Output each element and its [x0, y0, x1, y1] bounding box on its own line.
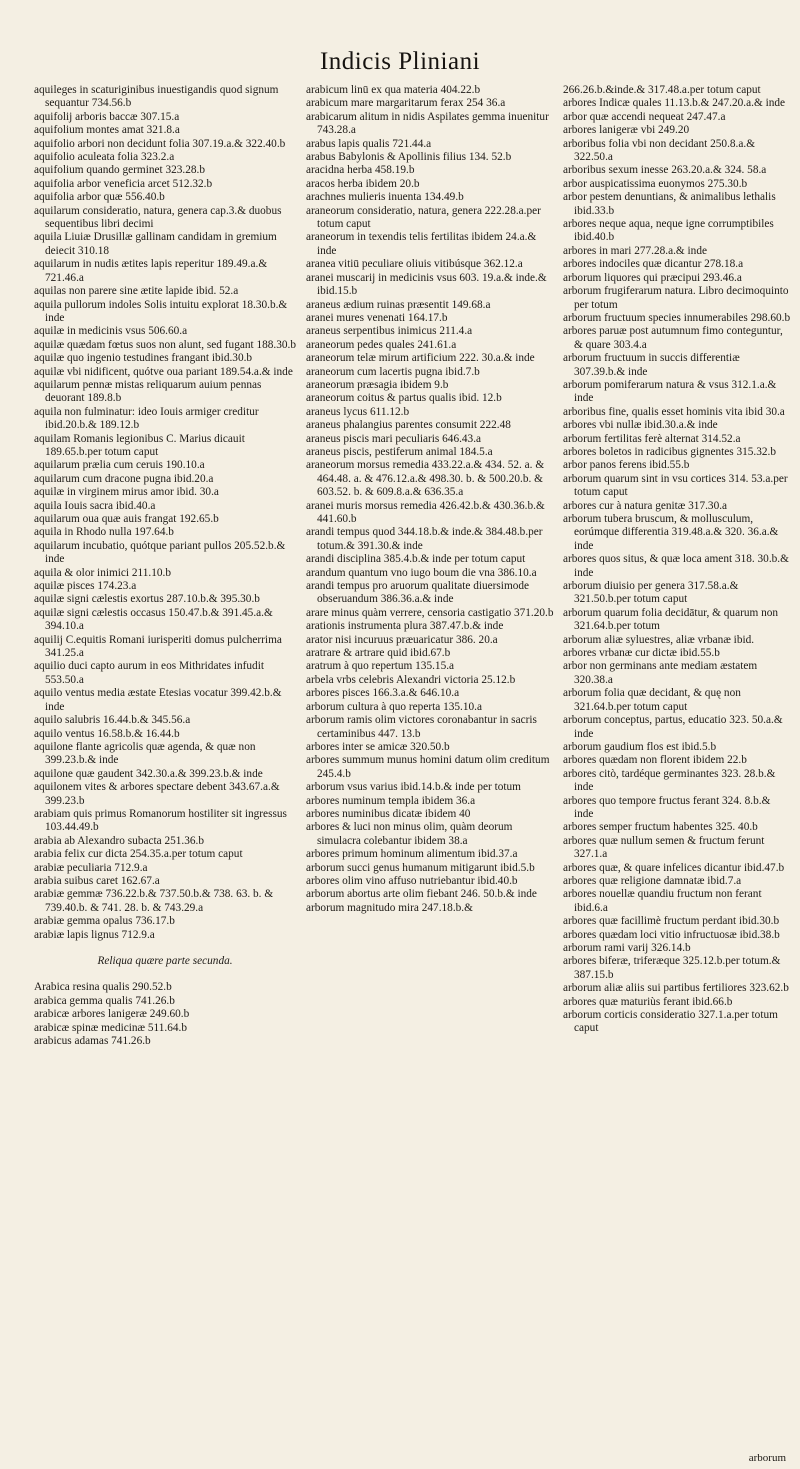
- index-entry: aquifolio aculeata folia 323.2.a: [34, 151, 175, 164]
- index-entry: aquilas non parere sine ætite lapide ibid. 52.a: [34, 285, 239, 298]
- index-entry: arborum fructuum species innumerabiles 298.60.b: [563, 311, 791, 324]
- index-entry: arborum pomiferarum natura & vsus 312.1.a.& inde: [563, 378, 777, 405]
- index-entry: arbores vbi nullæ ibid.30.a.& inde: [563, 419, 718, 432]
- index-entry: araneorum cum lacertis pugna ibid.7.b: [306, 365, 480, 378]
- index-entry: arabus Babylonis & Apollinis filius 134. 52.b: [306, 151, 512, 164]
- index-entry: aquila non fulminatur: ideo Iouis armiger creditur ibid.20.b.& 189.12.b: [34, 405, 259, 432]
- index-entry: arbores paruæ post autumnum fimo conteguntur, & quare 303.4.a: [563, 325, 783, 351]
- index-entry: arabicus adamas 741.26.b: [34, 1035, 151, 1048]
- index-entry: aquifolij arboris baccæ 307.15.a: [34, 110, 180, 123]
- index-entry: arbores olim vino affuso nutriebantur ibid.40.b: [306, 874, 518, 887]
- index-entry: arbores inter se amicæ 320.50.b: [306, 740, 450, 753]
- index-entry: araneorum præsagia ibidem 9.b: [306, 378, 449, 391]
- index-entry: arbores quæ religione damnatæ ibid.7.a: [563, 874, 742, 887]
- cross-reference-note: Reliqua quære parte secunda.: [97, 955, 233, 967]
- index-entry: arbores primum hominum alimentum ibid.37.a: [306, 848, 518, 861]
- index-entry: aquilo ventus 16.58.b.& 16.44.b: [34, 727, 180, 740]
- index-entry: aquilonem vites & arbores spectare debent 343.67.a.& 399.23.b: [34, 781, 280, 807]
- index-entry: arabus lapis qualis 721.44.a: [306, 137, 432, 150]
- index-entry: arandum quantum vno iugo boum die vna 386.10.a: [306, 566, 537, 579]
- index-column-2: [306, 84, 556, 915]
- index-entry: arabia ab Alexandro subacta 251.36.b: [34, 834, 205, 847]
- index-entry: 266.26.b.&inde.& 317.48.a.per totum caput: [563, 84, 761, 96]
- index-entry: arationis instrumenta plura 387.47.b.& inde: [306, 620, 504, 633]
- index-entry: araneorum telæ mirum artificium 222. 30.a.& inde: [306, 352, 535, 365]
- index-entry: arborum aliæ syluestres, aliæ vrbanæ ibid.: [563, 633, 755, 646]
- index-entry: aquila Liuiæ Drusillæ gallinam candidam in gremium deiecit 310.18: [34, 231, 277, 257]
- running-header: Indicis Pliniani: [319, 48, 481, 75]
- index-entry: araneorum in texendis telis fertilitas ibidem 24.a.& inde: [306, 231, 537, 257]
- index-entry: aquilæ quo ingenio testudines frangant ibid.30.b: [34, 352, 253, 365]
- index-entry: arabicæ arbores lanigeræ 249.60.b: [34, 1008, 190, 1021]
- index-entry: aquilæ in medicinis vsus 506.60.a: [34, 325, 188, 338]
- index-entry: arabica gemma qualis 741.26.b: [34, 994, 175, 1007]
- index-entry: arabiæ gemma opalus 736.17.b: [34, 915, 175, 928]
- index-entry: aquilo ventus media æstate Etesias vocatur 399.42.b.& inde: [34, 687, 282, 713]
- index-entry: araneus serpentibus inimicus 211.4.a: [306, 325, 473, 338]
- index-entry: arare minus quàm verrere, censoria castigatio 371.20.b: [306, 606, 554, 619]
- index-entry: arbores nouellæ quandiu fructum non ferant ibid.6.a: [563, 888, 762, 914]
- index-entry: aquilarum cum dracone pugna ibid.20.a: [34, 472, 214, 485]
- index-entry: arborum abortus arte olim fiebant 246. 50.b.& inde: [306, 888, 537, 901]
- index-entry: arandi disciplina 385.4.b.& inde per totum caput: [306, 553, 526, 566]
- index-entry: arbor auspicatissima euonymos 275.30.b: [563, 177, 748, 190]
- index-entry: arbores citò, tardéque germinantes 323. 28.b.& inde: [563, 767, 776, 794]
- index-entry: arbores numinibus dicatæ ibidem 40: [306, 807, 471, 820]
- index-entry: aquilarum incubatio, quótque pariant pullos 205.52.b.& inde: [34, 539, 286, 566]
- index-entry: arborum fertilitas ferè alternat 314.52.a: [563, 432, 741, 445]
- index-entry: arborum cultura à quo reperta 135.10.a: [306, 700, 482, 713]
- index-entry: aquila & olor inimici 211.10.b: [34, 566, 172, 579]
- index-entry: arabicum linū ex qua materia 404.22.b: [306, 84, 481, 96]
- index-entry: arabicum mare margaritarum ferax 254 36.a: [306, 97, 506, 110]
- index-entry: arboribus fine, qualis esset hominis vita ibid 30.a: [563, 405, 785, 418]
- index-entry: arborum corticis consideratio 327.1.a.per totum caput: [563, 1009, 778, 1035]
- index-entry: aranei mures venenati 164.17.b: [306, 311, 448, 324]
- index-entry: arborum gaudium flos est ibid.5.b: [563, 740, 717, 753]
- index-entry: araneorum consideratio, natura, genera 222.28.a.per totum caput: [306, 204, 541, 231]
- index-entry: aquilio duci capto aurum in eos Mithridates infudit 553.50.a: [34, 660, 264, 686]
- index-entry: aquilo salubris 16.44.b.& 345.56.a: [34, 714, 191, 727]
- index-entry: arbor panos ferens ibid.55.b: [563, 459, 690, 472]
- index-entry: arabicarum alitum in nidis Aspilates gemma inuenitur 743.28.a: [306, 110, 549, 137]
- index-column-3: [563, 84, 791, 1036]
- index-entry: arbores lanigeræ vbi 249.20: [563, 124, 690, 137]
- index-entry: aquilone quæ gaudent 342.30.a.& 399.23.b.& inde: [34, 767, 263, 780]
- index-entry: arbor pestem denuntians, & animalibus lethalis ibid.33.b: [563, 191, 776, 217]
- index-entry: arbores pisces 166.3.a.& 646.10.a: [306, 687, 460, 700]
- index-entry: Arabica resina qualis 290.52.b: [34, 981, 172, 994]
- index-entry: arboribus sexum inesse 263.20.a.& 324. 58.a: [563, 164, 767, 177]
- index-entry: aratrum à quo repertum 135.15.a: [306, 660, 455, 673]
- index-entry: aquila pullorum indoles Solis intuitu explorat 18.30.b.& inde: [34, 298, 288, 324]
- index-entry: arborum rami varij 326.14.b: [563, 942, 691, 954]
- index-entry: arborum ramis olim victores coronabantur in sacris certaminibus 447. 13.b: [306, 714, 537, 740]
- index-entry: arabiæ lapis lignus 712.9.a: [34, 928, 155, 941]
- index-entry: araneorum pedes quales 241.61.a: [306, 338, 457, 351]
- index-entry: aquilæ signi cælestis occasus 150.47.b.& 391.45.a.& 394.10.a: [34, 606, 273, 633]
- index-entry: aquilone flante agricolis quæ agenda, & quæ non 399.23.b.& inde: [34, 740, 256, 767]
- index-entry: arbores quædam loci vitio infructuosæ ibid.38.b: [563, 928, 780, 941]
- index-entry: arbores boletos in radicibus gignentes 315.32.b: [563, 445, 777, 458]
- index-entry: arborum conceptus, partus, educatio 323. 50.a.& inde: [563, 714, 783, 740]
- index-entry: araneus lycus 611.12.b: [306, 405, 410, 418]
- index-column-1: [34, 84, 296, 1048]
- index-entry: aquilarum oua quæ auis frangat 192.65.b: [34, 513, 219, 525]
- index-entry: araneus phalangius parentes consumit 222.48: [306, 419, 511, 432]
- index-entry: arbores quæ maturiùs ferant ibid.66.b: [563, 995, 733, 1008]
- index-entry: arborum fructuum in succis differentiæ 307.39.b.& inde: [563, 352, 740, 378]
- index-entry: arborum frugiferarum natura. Libro decimoquinto per totum: [563, 285, 789, 311]
- index-entry: aquileges in scaturiginibus inuestigandis quod signum sequantur 734.56.b: [34, 84, 279, 110]
- index-entry: araneorum coitus & partus qualis ibid. 12.b: [306, 392, 502, 405]
- index-entry: arator nisi incuruus præuaricatur 386. 20.a: [306, 633, 498, 646]
- index-entry: arbores quæ, & quare infelices dicantur ibid.47.b: [563, 861, 785, 874]
- index-entry: arabiæ gemmæ 736.22.b.& 737.50.b.& 738. 63. b. & 739.40.b. & 741. 28. b. & 743.29.a: [34, 888, 274, 914]
- index-entry: arborum aliæ aliis sui partibus fertiliores 323.62.b: [563, 982, 789, 995]
- index-entry: aquilam Romanis legionibus C. Marius dicauit 189.65.b.per totum caput: [34, 432, 245, 458]
- index-entry: arabiæ peculiaria 712.9.a: [34, 861, 148, 874]
- index-entry: arboribus folia vbi non decidant 250.8.a.& 322.50.a: [563, 137, 756, 164]
- index-entry: arbor quæ accendi nequeat 247.47.a: [563, 110, 726, 123]
- index-entry: arabiam quis primus Romanorum hostiliter sit ingressus 103.44.49.b: [34, 807, 287, 834]
- index-entry: araneus ædium ruinas præsentit 149.68.a: [306, 298, 491, 311]
- index-entry: arborum quarum folia decidātur, & quarum non 321.64.b.per totum: [563, 606, 779, 633]
- index-entry: aranea vitiū peculiare oliuis vitibúsque 362.12.a: [306, 258, 523, 271]
- index-entry: arbores semper fructum habentes 325. 40.b: [563, 821, 758, 834]
- index-entry: aranei muscarij in medicinis vsus 603. 19.a.& inde.& ibid.15.b: [306, 271, 547, 298]
- index-entry: arbores indociles quæ dicantur 278.18.a: [563, 258, 744, 271]
- index-entry: aracos herba ibidem 20.b: [306, 177, 420, 190]
- index-entry: aquifolia arbor quæ 556.40.b: [34, 191, 165, 204]
- index-entry: arborum quarum sint in vsu cortices 314. 53.a.per totum caput: [563, 472, 788, 499]
- index-entry: aquilæ vbi nidificent, quótve oua pariant 189.54.a.& inde: [34, 365, 293, 378]
- index-entry: aracidna herba 458.19.b: [306, 164, 415, 177]
- index-entry: arborum succi genus humanum mitigarunt ibid.5.b: [306, 861, 535, 874]
- index-entry: aquifolio arbori non decidunt folia 307.19.a.& 322.40.b: [34, 137, 286, 150]
- index-entry: arbores & luci non minus olim, quàm deorum simulacra colebantur ibidem 38.a: [306, 821, 513, 847]
- index-entry: arborum diuisio per genera 317.58.a.& 321.50.b.per totum caput: [563, 580, 739, 606]
- index-entry: aquila Iouis sacra ibid.40.a: [34, 499, 156, 512]
- index-entry: arandi tempus quod 344.18.b.& inde.& 384.48.b.per totum.& 391.30.& inde: [306, 526, 543, 552]
- index-entry: arbores biferæ, triferæque 325.12.b.per totum.& 387.15.b: [563, 955, 781, 981]
- index-entry: aquifolium quando germinet 323.28.b: [34, 164, 205, 177]
- index-entry: arandi tempus pro aruorum qualitate diuersimode obseruandum 386.36.a.& inde: [306, 580, 530, 606]
- index-entry: araneus piscis, pestiferum animal 184.5.a: [306, 445, 493, 458]
- index-entry: aquilarum pennæ mistas reliquarum auium pennas deuorant 189.8.b: [34, 378, 262, 405]
- index-entry: arbores quædam non florent ibidem 22.b: [563, 754, 747, 767]
- index-entry: araneorum morsus remedia 433.22.a.& 434. 52. a. & 464.48. a. & 476.12.a.& 498.30. b. & 500.20.b. & 603.52. b. & 609.8.a.& 636.35.a: [306, 459, 545, 499]
- index-entry: arbores quo tempore fructus ferant 324. 8.b.& inde: [563, 794, 771, 820]
- index-entry: arbores cur à natura genitæ 317.30.a: [563, 499, 728, 512]
- index-entry: araneus piscis mari peculiaris 646.43.a: [306, 432, 482, 445]
- index-entry: arbores numinum templa ibidem 36.a: [306, 794, 476, 807]
- index-entry: arborum tubera bruscum, & mollusculum, eorúmque differentia 319.48.a.& 320. 36.a.& inde: [563, 513, 779, 552]
- index-entry: arbores quos situs, & quæ loca ament 318. 30.b.& inde: [563, 553, 789, 579]
- index-entry: arbores quæ facillimè fructum perdant ibid.30.b: [563, 915, 780, 928]
- index-entry: aranei muris morsus remedia 426.42.b.& 430.36.b.& 441.60.b: [306, 499, 545, 525]
- index-entry: arbores neque aqua, neque igne corrumptibiles ibid.40.b: [563, 218, 774, 244]
- index-entry: aquilarum prælia cum ceruis 190.10.a: [34, 459, 205, 472]
- index-entry: aquilæ pisces 174.23.a: [34, 580, 137, 593]
- index-entry: arabia suibus caret 162.67.a: [34, 874, 160, 887]
- index-entry: arabia felix cur dicta 254.35.a.per totum caput: [34, 848, 243, 861]
- index-entry: arbores Indicæ quales 11.13.b.& 247.20.a.& inde: [563, 97, 786, 110]
- index-entry: aquilij C.equitis Romani iurisperiti domus pulcherrima 341.25.a: [34, 633, 282, 660]
- index-entry: arborum vsus varius ibid.14.b.& inde per totum: [306, 781, 521, 794]
- catchword: arborum: [748, 1452, 786, 1464]
- index-entry: arborum liquores qui præcipui 293.46.a: [563, 271, 742, 284]
- index-entry: aquilæ signi cælestis exortus 287.10.b.& 395.30.b: [34, 593, 260, 606]
- index-entry: aquifolia arbor veneficia arcet 512.32.b: [34, 177, 213, 190]
- index-entry: aquilæ quædam fœtus suos non alunt, sed fugant 188.30.b: [34, 338, 297, 351]
- index-entry: aquilarum in nudis ætites lapis reperitur 189.49.a.& 721.46.a: [34, 258, 268, 284]
- index-entry: arbores quæ nullum semen & fructum ferunt 327.1.a: [563, 834, 765, 861]
- index-entry: arbela vrbs celebris Alexandri victoria 25.12.b: [306, 673, 516, 686]
- index-entry: aratrare & artrare quid ibid.67.b: [306, 647, 451, 660]
- index-entry: arbores in mari 277.28.a.& inde: [563, 244, 707, 257]
- index-entry: arachnes mulieris inuenta 134.49.b: [306, 191, 464, 204]
- index-entry: arabicæ spinæ medicinæ 511.64.b: [34, 1021, 188, 1034]
- index-entry: aquilæ in virginem mirus amor ibid. 30.a: [34, 486, 219, 499]
- index-entry: arborum magnitudo mira 247.18.b.&: [306, 901, 473, 914]
- index-entry: arborum folia quæ decidant, & quę non 321.64.b.per totum caput: [563, 687, 741, 713]
- index-entry: arbores summum munus homini datum olim creditum 245.4.b: [306, 754, 550, 780]
- index-entry: aquilarum consideratio, natura, genera cap.3.& duobus sequentibus libri decimi: [34, 204, 282, 231]
- index-entry: aquifolium montes amat 321.8.a: [34, 124, 180, 137]
- index-entry: aquila in Rhodo nulla 197.64.b: [34, 526, 174, 539]
- index-entry: arbor non germinans ante mediam æstatem 320.38.a: [563, 660, 758, 686]
- index-entry: arbores vrbanæ cur dictæ ibid.55.b: [563, 647, 720, 660]
